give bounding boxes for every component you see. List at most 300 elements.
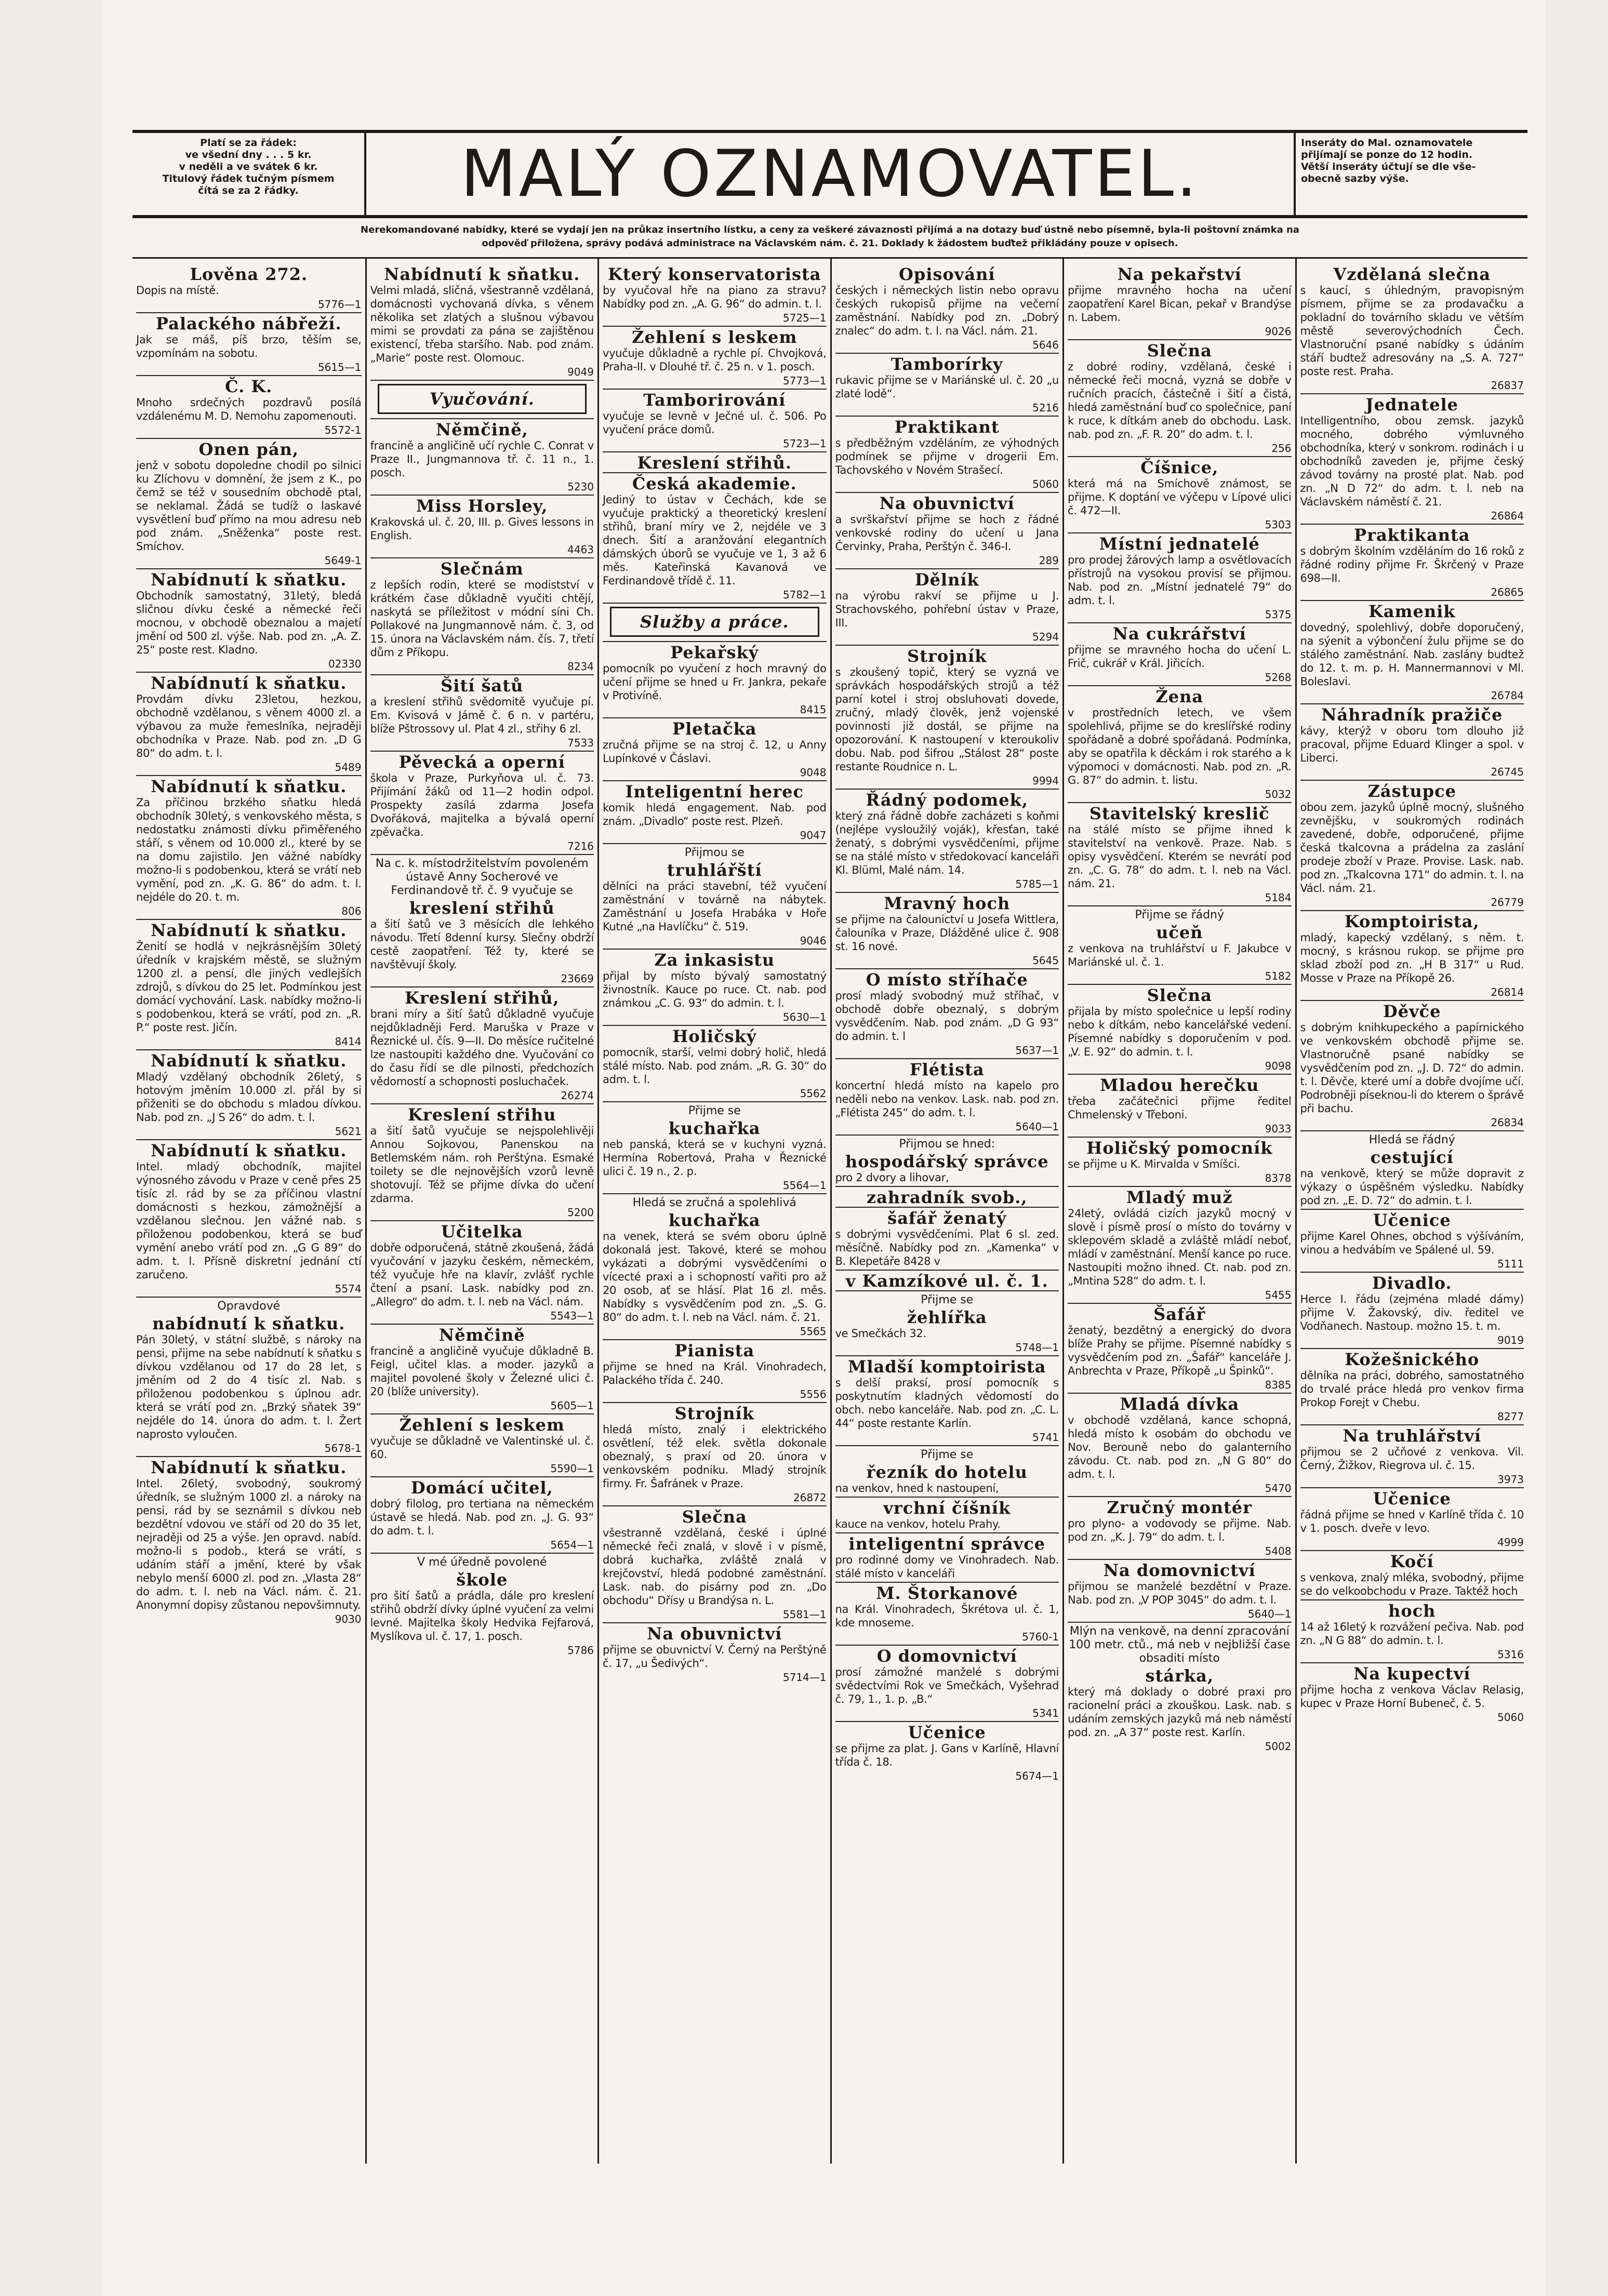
submission-line: přijímají se ponze do 12 hodin. — [1301, 149, 1473, 161]
classified-ad — [835, 1058, 1059, 1134]
ad-code: 5294 — [1032, 631, 1059, 643]
ad-text: 14 až 16letý k rozvážení pečiva. Nab. pod zn. „N G 88“ do admin. t. l. — [1300, 1621, 1524, 1647]
ad-text: pro 2 dvory a lihovar, — [835, 1171, 949, 1184]
classified-ad — [603, 641, 827, 717]
ad-code: 8277 — [1497, 1410, 1524, 1423]
classified-ad — [835, 1582, 1059, 1645]
ad-heading: Náhradník pražiče — [1321, 705, 1503, 724]
ad-heading: Místní jednatelé — [1099, 534, 1260, 553]
classified-ad — [1068, 905, 1292, 984]
ad-code: 289 — [1039, 554, 1059, 567]
ad-text: na výrobu rakví se přijme u J. Strachovského, pohřební ústav v Praze, III. — [835, 590, 1059, 629]
classified-ad — [1068, 456, 1292, 532]
ad-code: 5268 — [1265, 671, 1292, 684]
classified-ad — [603, 1025, 827, 1101]
ad-text: dobře odporučená, státně zkoušená, žádá vyučování v jazyku českém, německém, též vyučuje hře na klavír, zvlášť rychle čtení a psaní. Lask. nabídky pod zn. „Allegro“ do adm. t. l. neb na Václ. nám. — [370, 1242, 594, 1308]
ad-text: kávy, kterýž v oboru tom dlouho již pracoval, přijme Eduard Klinger a spol. v Liberci. — [1300, 725, 1524, 764]
ad-code: 5786 — [567, 1644, 594, 1657]
ad-text: a svrškařství přijme se hoch z řádné venkovské rodiny do učení u Jana Červinky, Praha, Perštýn č. 346-I. — [835, 513, 1059, 553]
ad-heading: Nabídnutí k sňatku. — [151, 777, 347, 796]
classified-ad — [1068, 264, 1292, 339]
note-line: odpověď přiložena, správy podává administrace na Václavském nám. č. 21. Doklady k žádostem buďtež přikládány pouze v opisech. — [482, 238, 1178, 249]
ad-code: 5341 — [1032, 1707, 1059, 1719]
classified-ad — [136, 375, 362, 438]
ad-heading: Řádný podomek, — [866, 790, 1028, 809]
ad-text: a šití šatů vyučuje se nejspolehlivěji Annou Sojkovou, Panenskou na Betlemském nám. roh Perštýna. Esmaké toilety se dle nejnovějších vzorů levně shotovují. Též se přijme dívka do učení zdarma. — [370, 1125, 594, 1205]
ad-text: Pán 30letý, v státní službě, s nároky na pensi, přijme na sebe nabídnutí k sňatku s dívkou vzdělanou od 17 do 28 let, s jměním od 2 do 4 tisíc zl. Nab. s přiloženou podobenkou s úplnou adr. která se vrátí pod zn. „Brzký sňatek 39“ nejdéle do 14. února do adm. t. l. Žert naprosto vyloučen. — [136, 1333, 362, 1440]
submission-line: Větší inseráty účtují se dle vše- — [1301, 161, 1476, 172]
ad-heading: žehlířka — [907, 1307, 987, 1327]
ad-code: 8378 — [1265, 1172, 1292, 1184]
classified-ad — [370, 751, 594, 854]
ad-code: 5470 — [1265, 1482, 1292, 1494]
ad-heading: Holičský — [672, 1026, 757, 1046]
ad-heading: Vzdělaná slečna — [1333, 264, 1491, 284]
ad-heading: Žena — [1155, 687, 1204, 706]
ad-text: Intelligentního, obou zemsk. jazyků mocného, dobrého výmluvného obchodníka, který v sonkrom. rodinách i u obchodníků zaveden je, přijme český závod továrny na prosté plat. Nab. pod zn. „N D 72“ do adm. t. l. neb na Václavském náměstí č. 21. — [1300, 415, 1524, 508]
ad-text: pro šití šatů a prádla, dále pro kreslení střihů obdrží dívky úplné vyučení za velmi levné. Majitelka školy Hedvika Fejfarová, Myslíkova ul. č. 17, 1. posch. — [370, 1590, 594, 1643]
ad-text: z venkova na truhlářství u F. Jakubce v Mariánské ul. č. 1. — [1068, 942, 1292, 968]
ad-code: 7533 — [567, 737, 594, 749]
ad-text: pro rodinné domy ve Vinohradech. Nab. stálé místo v kanceláři — [835, 1554, 1059, 1580]
ad-code: 5375 — [1265, 608, 1292, 621]
ad-code: 9046 — [800, 935, 827, 947]
ad-heading: Praktikanta — [1354, 525, 1470, 544]
classified-ad — [1068, 685, 1292, 802]
ad-text: přijme se obuvnictví V. Černý na Perštýně č. 17, „u Šedivých“. — [603, 1644, 827, 1670]
classified-ad — [370, 1553, 594, 1658]
classified-ad — [835, 1645, 1059, 1721]
ad-text: francině a angličině učí rychle C. Conrat v Praze II., Jungmannova tř. č. 11 n., 1. posch. — [370, 439, 594, 479]
classified-ad — [835, 568, 1059, 645]
classified-ad — [603, 389, 827, 451]
masthead-note — [132, 223, 1527, 253]
price-info-box — [132, 133, 366, 215]
ad-code: 5565 — [800, 1325, 827, 1338]
classified-ad — [603, 264, 827, 326]
ad-code: 4463 — [567, 543, 594, 556]
ad-heading: Kreslení střihů. — [637, 453, 792, 472]
ad-text: na venek, která se svém oboru úplně dokonalá jest. Takové, které se mohou vykázati a dobrými vysvědčeními o vícecté praxi a i schopností vařiti pro až 20 osob, ať se hlásí. Plat 16 zl. měs. Nabídky s vysvědčením pod zn. „S. G. 80“ do adm. t. l. neb na Václ. nám. č. 21. — [603, 1230, 827, 1324]
ad-heading: Učenice — [1373, 1489, 1451, 1508]
section-box — [370, 380, 594, 414]
ad-heading: Miss Horsley, — [416, 496, 548, 515]
ad-heading: Na truhlářství — [1343, 1426, 1482, 1445]
section-heading: Vyučování. — [378, 384, 587, 414]
ad-heading: v Kamzíkové ul. č. 1. — [845, 1271, 1048, 1290]
classified-ad — [1300, 393, 1524, 524]
ad-code: 5060 — [1032, 478, 1059, 490]
ad-text: Obchodník samostatný, 31letý, bledá sličnou dívku české a německé řeči mocnou, v obchodě obeznalou a majetí jmění od 500 zl. výše. Nab. pod zn. „A. Z. 25“ poste rest. Kladno. — [136, 590, 362, 656]
classified-ad — [136, 264, 362, 312]
section-heading: Služby a práce. — [610, 607, 819, 637]
ad-heading: Nabídnutí k sňatku. — [151, 920, 347, 940]
classified-ad — [136, 1297, 362, 1456]
ad-code: 5543—1 — [550, 1310, 594, 1322]
ad-heading: Flétista — [909, 1060, 985, 1079]
ad-heading: Na pekařství — [1117, 264, 1242, 284]
ad-code: 26834 — [1491, 1116, 1524, 1129]
ad-heading: Na obuvnictví — [879, 493, 1015, 513]
classified-ad — [1300, 910, 1524, 1000]
ad-heading: Slečnám — [440, 559, 524, 578]
ad-text: pro prodej žárových lamp a osvětlovacích přístrojů na vysokou provisí se přijmou. Nab. pod zn. „Místní jednatelé 79“ do adm. t. l. — [1068, 554, 1292, 607]
classified-ad — [1300, 600, 1524, 703]
ad-text: pomocník, starší, velmi dobrý holič, hledá stálé místo. Nab. pod znám. „R. G. 30“ do adm. t. l. — [603, 1046, 827, 1086]
ad-code: 3973 — [1497, 1473, 1524, 1486]
ad-code: 26865 — [1491, 586, 1524, 598]
ad-heading: Komptoirista, — [1344, 912, 1480, 931]
ad-text: Jediný to ústav v Čechách, kde se vyučuje praktický a theoretický kreslení střihů, braní míry ve 2, nejdéle ve 3 dnech. Šití a aranžování elegantních dámských úborů se vyučuje ve 1, 3 až 6 měs. Kateřinská Kavanová ve Ferdinandově třídě č. 11. — [603, 493, 827, 587]
classified-ad — [1300, 1000, 1524, 1130]
ad-code: 5316 — [1497, 1648, 1524, 1661]
ad-code: 5605—1 — [550, 1399, 594, 1412]
ad-code: 5640—1 — [1015, 1120, 1059, 1133]
ad-text: pro plyno- a vodovody se přijme. Nab. pod zn. „K. J. 79“ do adm. t. l. — [1068, 1517, 1292, 1543]
ad-text: jenž v sobotu dopoledne chodil po silnici ku Zlíchovu v domnění, že jsem z K., po čemž se též v sousedním obchodě ptal, se neklamal. Žádá se tudíž o laskavé vysvětlení buď přímo na mou adresu neb pod znám. „Sněženka“ poste rest. Smíchov. — [136, 459, 362, 553]
ad-text: se přijme za plat. J. Gans v Karlíně, Hlavní třída č. 18. — [835, 1742, 1059, 1768]
ad-heading: M. Štorkanové — [876, 1583, 1018, 1603]
ad-code: 4999 — [1497, 1536, 1524, 1549]
ad-code: 5303 — [1265, 518, 1292, 531]
classified-ad — [1068, 1496, 1292, 1559]
ad-text: na venkov, hned k nastoupení, — [835, 1482, 999, 1494]
classified-ad — [835, 892, 1059, 968]
classified-ad — [835, 1290, 1059, 1355]
ad-heading: Zástupce — [1367, 781, 1456, 800]
ad-heading: Mravný hoch — [884, 893, 1011, 913]
ad-preheading: Hledá se zručná a spolehlivá — [632, 1196, 796, 1209]
ad-preheading: Opravdové — [217, 1300, 281, 1313]
ad-code: 5556 — [800, 1388, 827, 1400]
ad-heading: Kreslení střihu — [408, 1105, 556, 1124]
classified-ad — [1068, 1074, 1292, 1137]
ad-code: 5002 — [1265, 1740, 1292, 1753]
ad-heading: Za inkasistu — [654, 950, 775, 969]
ad-text: z lepších rodin, které se modistství v krátkém čase důkladně vyučiti chtějí, naskytá se příležitost v módní síni Ch. Pollakové na Jungmannově nám. č. 3, od 15. února na Václavském nám. čís. 7, třetí dům z Příkopu. — [370, 579, 594, 659]
ad-preheading: Na c. k. místodržitelstvím povoleném ústavě Anny Socherové ve Ferdinandově tř. č. 9 vyučuje se — [375, 857, 589, 897]
classified-ad — [603, 472, 827, 603]
ad-text: vyučuje se důkladně ve Valentinské ul. č. 60. — [370, 1435, 594, 1461]
ad-code: 5785—1 — [1015, 878, 1059, 890]
ad-code: 26814 — [1491, 986, 1524, 998]
ad-text: neb panská, která se v kuchyni vyzná. Hermína Robertová, Praha v Řeznické ulici č. 19 n., 2. p. — [603, 1138, 827, 1178]
ad-code: 5674—1 — [1015, 1770, 1059, 1782]
ad-heading: Žehlení s leskem — [632, 327, 798, 346]
ad-text: přijmou se manželé bezdětní v Praze. Nab. pod zn. „V POP 3045“ do adm. t. l. — [1068, 1580, 1292, 1606]
classified-ad — [1300, 1550, 1524, 1599]
ad-code: 5776—1 — [317, 298, 362, 311]
classified-ad — [1068, 1559, 1292, 1622]
ad-heading: Nabídnutí k sňatku. — [151, 1458, 347, 1477]
classified-ad — [370, 495, 594, 557]
ad-text: na stálé místo se přijme ihned k stavitelství na venkově. Praze. Nab. s opisy vysvědčení. Kterém se nevrátí pod zn. „C. G. 78“ do adm. t. l. neb na Václ. nám. 21. — [1068, 823, 1292, 890]
ad-heading: šafář ženatý — [887, 1208, 1007, 1227]
ad-code: 26784 — [1491, 689, 1524, 702]
ad-text: Dopis na místě. — [136, 284, 219, 297]
column-6 — [1295, 259, 1528, 2164]
classified-ad — [136, 775, 362, 919]
ad-text: přijmou se 2 učňové z venkova. Vil. Černý, Žižkov, Riegrova ul. č. 15. — [1300, 1446, 1524, 1472]
ad-code: 5615—1 — [317, 361, 362, 373]
ad-heading: Opisování — [898, 264, 995, 284]
ad-code: 5200 — [567, 1206, 594, 1219]
ad-heading: Tamborirování — [643, 390, 786, 409]
ad-text: s dobrým školním vzděláním do 16 roků z řádné rodiny přijme Fr. Škrčený v Praze 698—II. — [1300, 545, 1524, 584]
ad-heading: hoch — [1388, 1601, 1436, 1620]
classified-ad — [835, 968, 1059, 1058]
ad-text: přijme se hned na Král. Vinohradech, Palackého třída č. 240. — [603, 1360, 827, 1386]
classified-ad — [835, 264, 1059, 353]
ad-text: řádná přijme se hned v Karlíně třída č. 10 v 1. posch. dveře v levo. — [1300, 1509, 1524, 1534]
ad-heading: Tamborírky — [891, 354, 1003, 373]
column-1 — [132, 259, 365, 2164]
classified-ad — [835, 353, 1059, 416]
classified-ad — [1300, 780, 1524, 910]
classified-ad — [603, 780, 827, 843]
ad-code: 5230 — [567, 480, 594, 493]
classified-ad — [835, 1532, 1059, 1582]
ad-code: 5637—1 — [1015, 1044, 1059, 1057]
ad-code: 806 — [341, 905, 362, 917]
ad-heading: Mladá dívka — [1120, 1394, 1240, 1413]
ad-heading: Šití šatů — [441, 676, 524, 695]
ad-code: 5725—1 — [782, 312, 827, 324]
ad-text: rukavic přijme se v Mariánské ul. č. 20 „u zlaté lodě“. — [835, 374, 1059, 400]
ad-heading: Praktikant — [894, 417, 1000, 436]
classified-ad — [835, 789, 1059, 892]
classified-ad — [1068, 984, 1292, 1074]
ad-heading: Dělník — [914, 570, 979, 589]
classified-ad — [370, 557, 594, 674]
ad-code: 26864 — [1491, 510, 1524, 522]
ad-text: s zkoušený topič, který se vyzná ve správkách hospodářských strojů a též parní kotel i stroj obsluhovati dovede, zručný, mladý člověk, jenž vojenské povinnosti již dostál, se přijme na opozorování. K nastoupení v kteroukoliv dobu. Nab. pod šifrou „Stálost 28“ poste restante Roudnice n. L. — [835, 666, 1059, 773]
ad-code: 8415 — [800, 703, 827, 716]
ad-code: 9033 — [1265, 1123, 1292, 1135]
section-box — [603, 603, 827, 637]
ad-text: kauce na venkov, hotelu Prahy. — [835, 1518, 1001, 1530]
classified-ad — [370, 1220, 594, 1324]
ad-heading: Slečna — [1147, 341, 1212, 360]
ad-heading: kuchařka — [668, 1118, 761, 1138]
ad-text: všestranně vzdělaná, české i úplné německé řeči znalá, v slově i v písmě, dobrá kuchařka, zvláště znalá v krejčovství, hledá podobné zaměstnání. Lask. nab. do pisárny pod zn. „Do obchodu“ Dřísy u Brandýsa n. L. — [603, 1527, 827, 1607]
ad-code: 9098 — [1265, 1060, 1292, 1072]
ad-code: 5640—1 — [1247, 1608, 1292, 1620]
classified-ad — [835, 1207, 1059, 1270]
ad-code: 5408 — [1265, 1545, 1292, 1557]
ad-text: Za příčinou brzkého sňatku hledá obchodník 30letý, s venkovského města, s nedostatku známosti dívku přiměřeného stáří, s věnem od 10.000 zl., které by se na domu zajistilo. Jen vážné nabídky možno-li s podobenkou, která se vrátí neb vymění, pod zn. „K. G. 86“ do adm. t. l. nejdéle do 20. t. m. — [136, 796, 362, 903]
ad-text: vyučuje důkladně a rychle pí. Chvojková, Praha-II. v Dlouhé tř. č. 25 n. v 1. posch. — [603, 347, 827, 373]
ad-text: dělníka na práci, dobrého, samostatného do trvalé práce hledá pro venkov firma Prokop Forejt v Chebu. — [1300, 1369, 1524, 1409]
ad-code: 256 — [1271, 442, 1292, 455]
ad-text: na Král. Vinohradech, Škrétova ul. č. 1, kde mnoseme. — [835, 1603, 1059, 1629]
ad-text: z dobré rodiny, vzdělaná, české i německé řeči mocná, vyzná se dobře v ručních pracích, částečně i šití a čistá, hledá zaměstnání buď co společnice, paní k ruce, k dítkám aneb do obchodu. Lask. nab. pod zn. „F. R. 20“ do adm. t. l. — [1068, 361, 1292, 440]
ad-code: 5455 — [1265, 1289, 1292, 1301]
ad-heading: učeň — [1156, 923, 1203, 942]
ad-text: dovedný, spolehlivý, dobře doporučený, na sýenit a výbončení žulu přijme se do stálého zaměstnání. Nab. zaslány budtež do 12. t. m. p. H. Mannermannovi v Ml. Boleslavi. — [1300, 621, 1524, 688]
ad-code: 26779 — [1491, 896, 1524, 909]
ad-heading: Česká akademie. — [632, 474, 797, 493]
ad-text: Ženití se hodlá v nejkrásnějším 30letý úředník v krajském městě, se služným 1200 zl. a pensí, dle jiných vedlejších zdrojů, s dívkou do 25 let. Podmínkou jest domácí vychování. Lask. nabídky možno-li s podobenkou, která se vrátí, pod zn. „R. P.“ poste rest. Jičín. — [136, 940, 362, 1034]
classified-ad — [370, 1413, 594, 1476]
ad-heading: Mladou herečku — [1100, 1075, 1259, 1094]
ad-code: 9994 — [1032, 775, 1059, 787]
classified-ad — [835, 1721, 1059, 1784]
ad-heading: Nabídnutí k sňatku. — [384, 264, 580, 284]
classified-ad — [1068, 1186, 1292, 1303]
ad-code: 8414 — [335, 1035, 362, 1048]
ad-heading: Němčině — [438, 1325, 525, 1344]
ad-text: Krakovská ul. č. 20, III. p. Gives lessons in English. — [370, 516, 594, 542]
ad-code: 26745 — [1491, 766, 1524, 778]
ad-heading: Mladý muž — [1126, 1187, 1233, 1207]
ad-text: Provdám dívku 23letou, hezkou, obchodně vzdělanou, s věnem 4000 zl. a výbavou za muže řemeslníka, nejraději obchodníka v Praze. Nab. pod zn. „D G 80“ do adm. t. l. — [136, 693, 362, 759]
classified-ad — [603, 717, 827, 780]
classified-ad — [1300, 1209, 1524, 1272]
ad-heading: Učenice — [908, 1723, 986, 1742]
classified-ad — [370, 264, 594, 380]
page-title: MALÝ OZNAMOVATEL. — [460, 137, 1200, 211]
classified-ad — [603, 1402, 827, 1505]
ad-code: 7216 — [567, 840, 594, 852]
ad-heading: cestující — [1370, 1147, 1454, 1167]
column-3 — [597, 259, 830, 2164]
ad-heading: zahradník svob., — [867, 1187, 1028, 1207]
ad-heading: Nabídnutí k sňatku. — [151, 1141, 347, 1160]
classified-ad — [1300, 1487, 1524, 1550]
ad-heading: Na cukrářství — [1112, 624, 1246, 643]
ad-text: prosí mladý svobodný muž stříhač, v obchodě dobře obeznalý, s dobrým vysvědčením. Nab. pod znám. „D G 93“ do admin. t. l — [835, 990, 1059, 1043]
ad-heading: Děvče — [1383, 1002, 1441, 1021]
classified-ad — [1300, 1348, 1524, 1424]
classified-ad — [370, 418, 594, 495]
classified-ad — [1068, 1137, 1292, 1186]
ad-code: 5590—1 — [550, 1462, 594, 1475]
ad-text: přijala by místo společnice u lepší rodiny nebo k dítkám, nebo kancelářské vedení. Písemné nabídky s doporučením v pod. „V. E. 92“ do admin. t. l. — [1068, 1005, 1292, 1058]
ad-heading: Č. K. — [225, 377, 273, 396]
ad-text: s dobrým knihkupeckého a papírnického ve venkovském obchodě přijme se. Vlastnoručně psané nabídky se vysvědčením pod zn. „J. D. 72“ do admin. t. l. Děvče, které umí a dobře dvojíme učí. Podrobněji píseknou-li do kterem o šprávě při bachu. — [1300, 1021, 1524, 1115]
classified-ad — [136, 919, 362, 1049]
ad-code: 5216 — [1032, 402, 1059, 414]
classified-ad — [835, 1134, 1059, 1186]
ad-heading: Nabídnutí k sňatku. — [151, 673, 347, 692]
ad-text: s delší praksí, prosí pomocník s poskytnutím kladných vědomostí do obch. nebo kanceláře. Nab. pod zn. „C. L. 44“ poste restante Karlín. — [835, 1377, 1059, 1430]
classified-ad — [835, 492, 1059, 568]
classified-ad — [835, 1186, 1059, 1207]
ad-preheading: Přijmou se hned: — [899, 1138, 995, 1151]
ad-preheading: Přijme se — [921, 1448, 974, 1461]
ad-heading: Němčině, — [435, 420, 528, 439]
ad-text: přijme mravného hocha na učení zaopatření Karel Bican, pekař v Brandýse n. Labem. — [1068, 284, 1292, 324]
classified-ad — [1300, 264, 1524, 393]
ad-code: 5645 — [1032, 954, 1059, 967]
ad-text: Mladý vzdělaný obchodník 26letý, s hotovým jměním 10.000 zl. přál by si přiženiti se do obchodu s mladou dívkou. Nab. pod zn. „J S 26“ do adm. t. l. — [136, 1071, 362, 1124]
ad-code: 5760-1 — [1022, 1631, 1059, 1643]
ad-text: Jak se máš, píš brzo, těším se, vzpomínám na sobotu. — [136, 333, 362, 359]
ad-text: dělníci na práci stavební, též vyučení zaměstnání v továrně na nábytek. Zaměstnání u Josefa Hrabáka v Hoře Kutné „na Havlíčku“ č. 519. — [603, 880, 827, 933]
ad-code: 9030 — [335, 1613, 362, 1625]
ad-heading: hospodářský správce — [845, 1152, 1049, 1171]
ad-heading: Který konservatorista — [607, 264, 821, 284]
classified-ad — [1068, 1622, 1292, 1754]
ad-text: přijme se mravného hocha do učení L. Frič, cukrář v Král. Jiřicích. — [1068, 644, 1292, 670]
price-line: Platí se za řádek: — [200, 137, 297, 149]
ad-code: 9019 — [1497, 1334, 1524, 1346]
ad-text: se přijme u K. Mirvalda v Smíšci. — [1068, 1158, 1240, 1170]
ad-text: Mnoho srdečných pozdravů posílá vzdálenému M. D. Nemohu zapomenouti. — [136, 396, 362, 422]
ad-heading: Stavitelský kreslič — [1089, 804, 1270, 823]
ad-text: přijme Karel Ohnes, obchod s výšíváním, vinou a hedvábím ve Spálené ul. 59. — [1300, 1230, 1524, 1256]
ad-text: Herce I. řádu (zejména mladé dámy) přijme V. Žakovský, div. ředitel ve Vodňanech. Nastoup. možno 15. t. m. — [1300, 1293, 1524, 1332]
classified-ad — [1300, 703, 1524, 780]
classified-ad — [603, 843, 827, 949]
price-line: čítá se za 2 řádky. — [198, 185, 299, 196]
ad-text: zručná přijme se na stroj č. 12, u Anny Lupínkové v Čáslavi. — [603, 739, 827, 765]
ad-heading: Zručný montér — [1107, 1498, 1252, 1517]
classified-ad — [835, 1270, 1059, 1290]
ad-code: 5184 — [1265, 891, 1292, 904]
ad-text: brani míry a šití šatů důkladně vyučuje nejdůkladněji Ferd. Maruška v Praze v Řeznické ul. čís. 9—II. Do měsíce ručitelné lze nastoupiti každého dne. Vyučování co do času řídí se dle pilnosti, předchozích vědomostí a schopnosti posluchaček. — [370, 1008, 594, 1088]
ad-heading: Na kupectví — [1353, 1664, 1471, 1683]
ad-heading: Učitelka — [441, 1222, 523, 1241]
classified-ad — [603, 1622, 827, 1685]
classified-ad — [370, 674, 594, 751]
ad-text: třeba začátečnici přijme ředitel Chmelenský v Třeboni. — [1068, 1095, 1292, 1121]
classified-ad — [370, 1476, 594, 1553]
ad-text: Intel. 26letý, svobodný, soukromý úředník, se služným 1000 zl. a nároky na pensi, rád by se seznámil s dívkou neb bezdětní vdovou ve stáří od 20 do 35 let, nejraději od 25 a výše. Jen opravd. nabíd. možno-li s podob., která se vrátí, s udáním stáří a jmění, které by však nebylo menší 6000 zl. pod zn. „Vlasta 28“ do adm. t. l. neb na Václ. nám. č. 21. Anonymní dopisy zůstanou nepovšimnuty. — [136, 1477, 362, 1611]
ad-text: komik hledá engagement. Nab. pod znám. „Divadlo“ poste rest. Plzeň. — [603, 802, 827, 827]
classified-ad — [1300, 1599, 1524, 1662]
ad-code: 5562 — [800, 1087, 827, 1100]
ad-code: 8385 — [1265, 1379, 1292, 1391]
ad-text: ženatý, bezdětný a energický do dvora blíže Prahy se přijme. Písemné nabídky s vysvědčením pod zn. „Šafář“ kanceláře J. Anbrechta v Praze, Příkopě „u Špinků“. — [1068, 1324, 1292, 1377]
ad-heading: Šafář — [1153, 1304, 1206, 1324]
submission-info-box — [1294, 133, 1527, 215]
ad-heading: Slečna — [682, 1507, 747, 1526]
ad-text: dobrý filolog, pro tertiana na německém ústavě se hledá. Nab. pod zn. „J. G. 93“ do adm. t. l. — [370, 1498, 594, 1537]
ad-heading: Onen pán, — [198, 439, 299, 459]
classified-ad — [136, 672, 362, 775]
column-4 — [830, 259, 1063, 2164]
ad-heading: Pianista — [674, 1341, 755, 1360]
ad-heading: Pletačka — [672, 719, 757, 738]
ad-code: 5489 — [335, 761, 362, 773]
ad-heading: Kočí — [1390, 1552, 1434, 1571]
ad-preheading: Mlýn na venkově, na denní zpracování 100 metr. ctů., má neb v nejbližší čase obsaditi místo — [1069, 1625, 1291, 1665]
ad-heading: Jednatele — [1365, 395, 1459, 414]
ad-text: na venkově, který se může dopravit z výkazy o úspěšném výsledku. Nabídky pod zn. „E. D. 72“ do admin. t. l. — [1300, 1167, 1524, 1207]
ad-heading: Nabídnutí k sňatku. — [151, 1051, 347, 1070]
submission-line: Inseráty do Mal. oznamovatele — [1301, 137, 1473, 149]
ad-heading: O místo stříhače — [866, 970, 1028, 989]
ad-heading: O domovnictví — [876, 1646, 1017, 1665]
ad-code: 5678-1 — [324, 1442, 362, 1454]
classified-ad — [1300, 1662, 1524, 1725]
ad-heading: Pěvecká a operní — [398, 752, 565, 771]
classified-columns — [132, 257, 1527, 2164]
classified-ad — [603, 1193, 827, 1339]
classified-ad — [136, 1456, 362, 1627]
ad-heading: Kožešnického — [1345, 1350, 1480, 1369]
ad-heading: Číšnice, — [1140, 458, 1219, 477]
classified-ad — [835, 1497, 1059, 1532]
ad-code: 8234 — [567, 660, 594, 673]
ad-text: s dobrými vysvědčeními. Plat 6 sl. zed. měsíčně. Nabídky pod zn. „Kamenka“ v B. Klepetáře 8428 v — [835, 1228, 1059, 1267]
ad-preheading: Přijmou se — [684, 846, 745, 859]
classified-ad — [136, 438, 362, 568]
ad-heading: Kamenik — [1368, 602, 1456, 621]
ad-heading: Strojník — [907, 646, 987, 665]
